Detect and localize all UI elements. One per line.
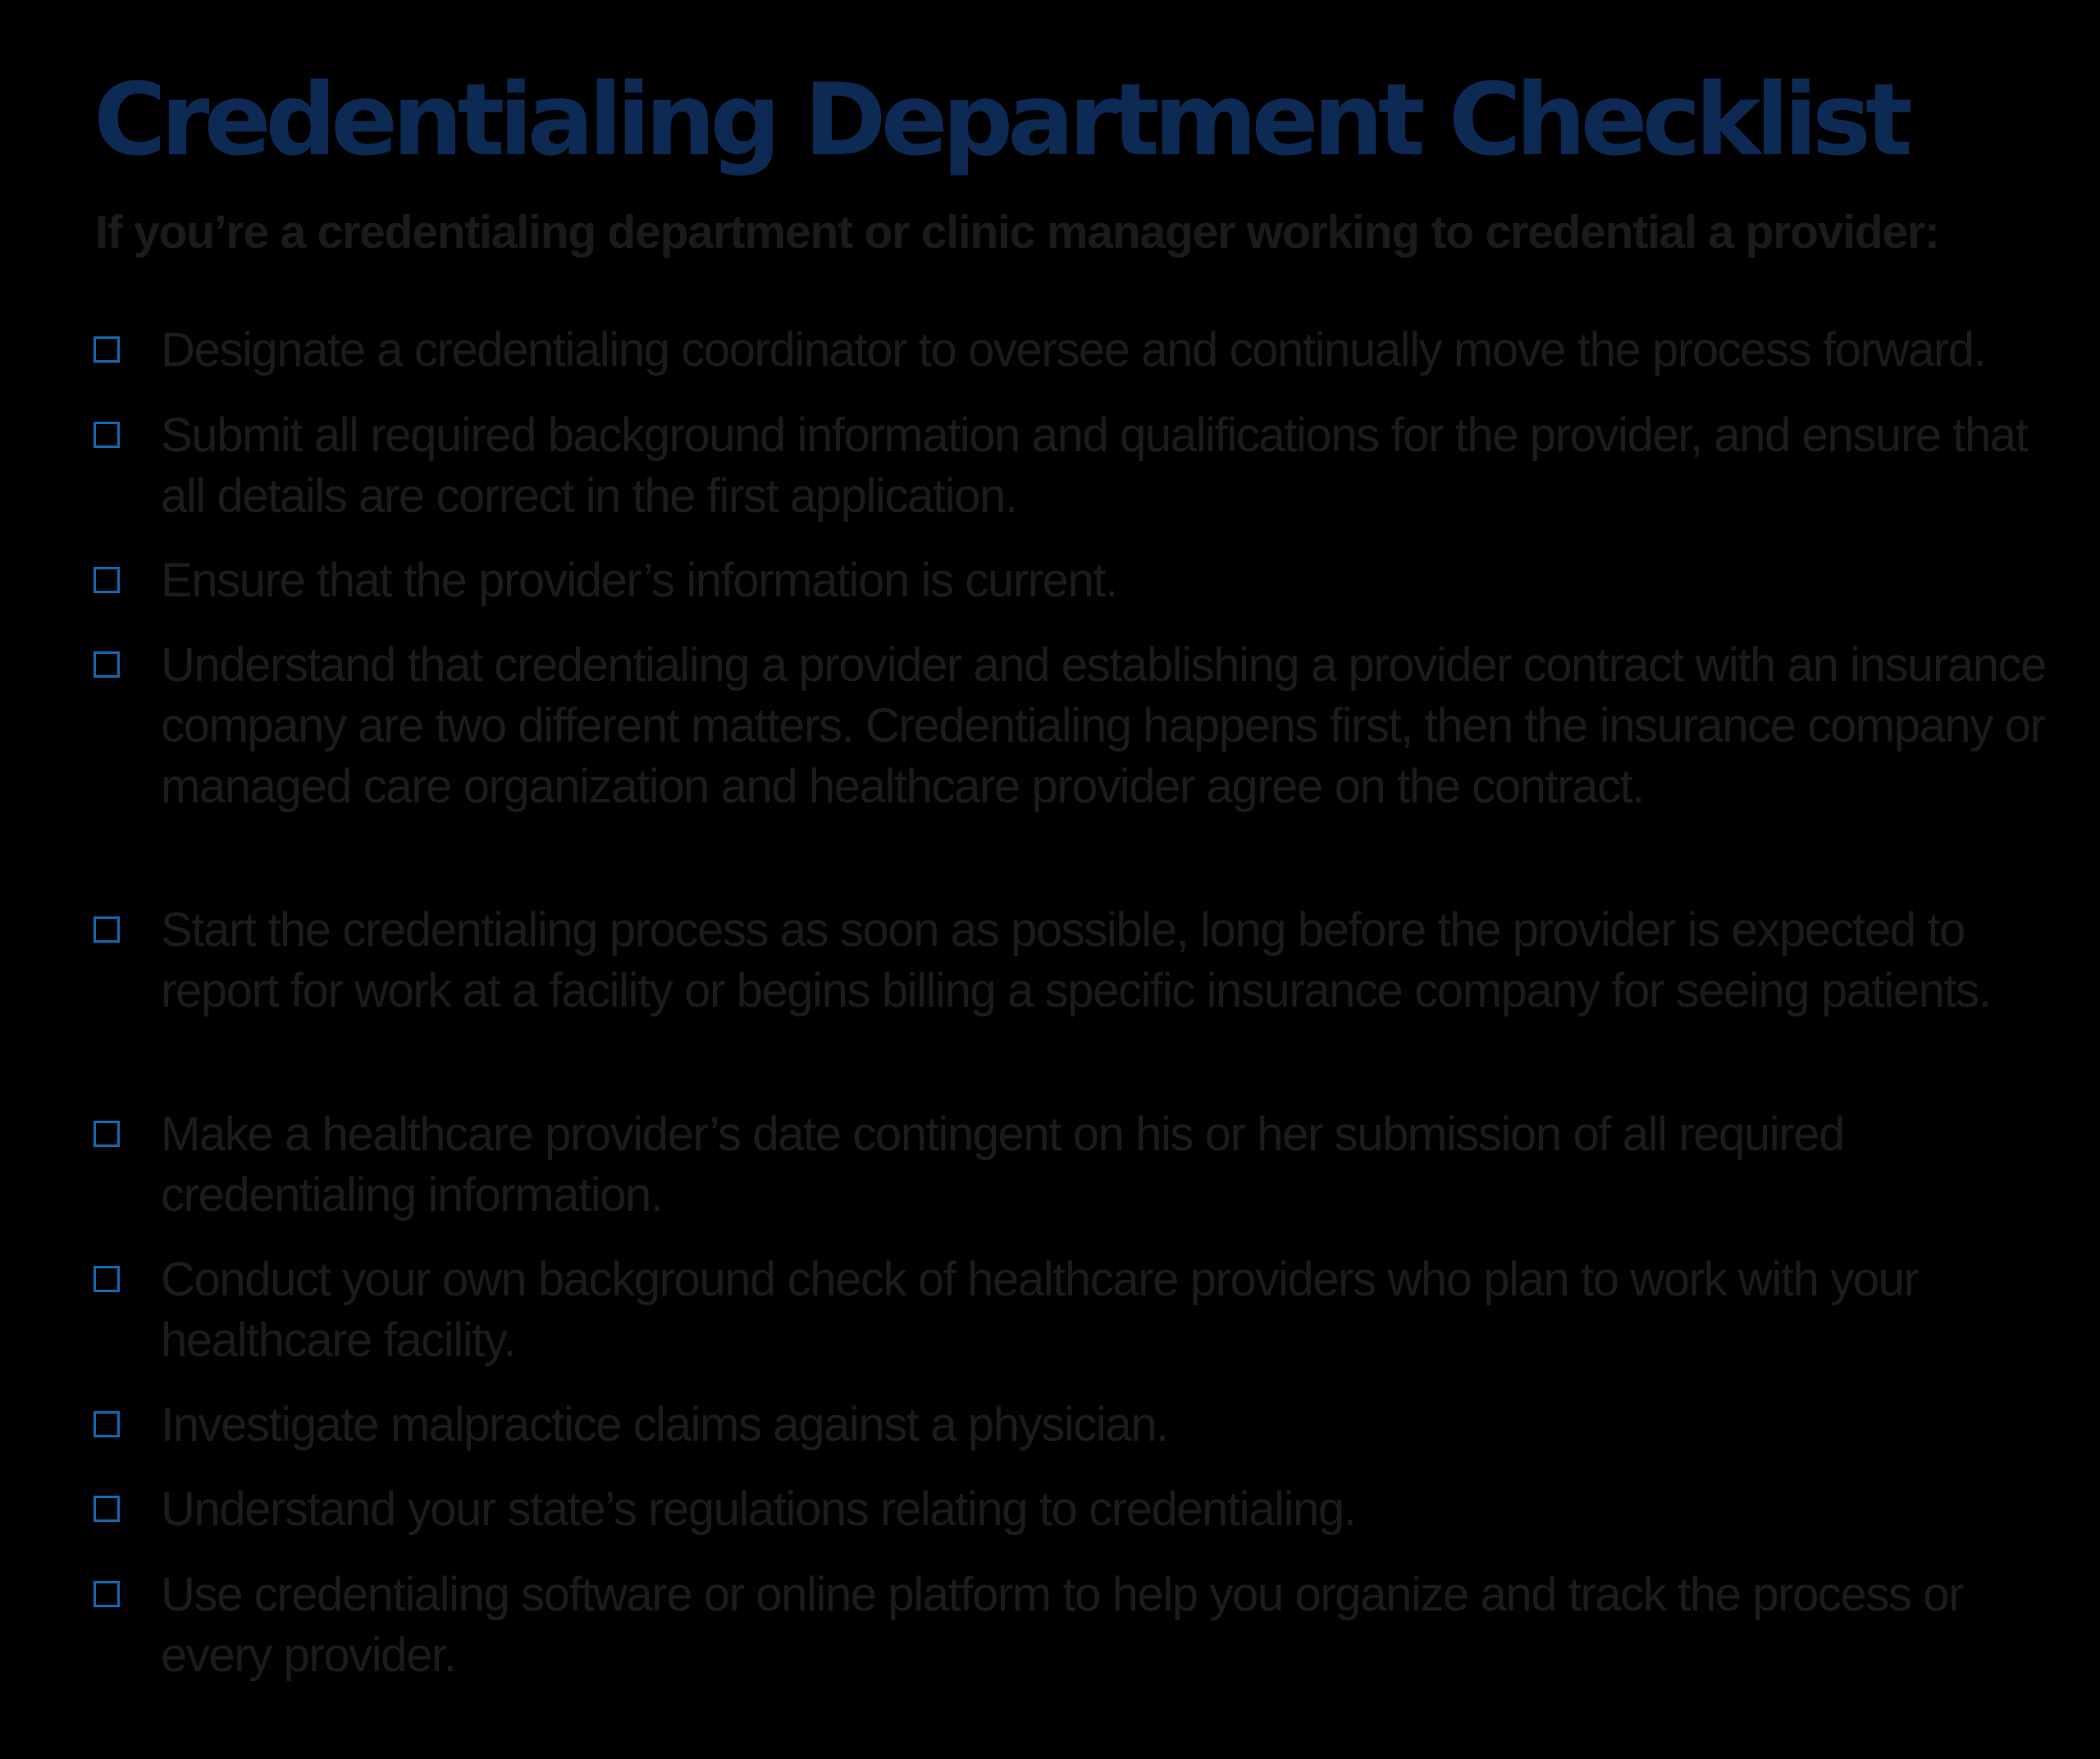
checkbox[interactable] bbox=[94, 422, 120, 448]
checkbox[interactable] bbox=[94, 1411, 120, 1437]
checkbox[interactable] bbox=[94, 651, 120, 678]
checklist-item-text: Designate a credentialing coordinator to oversee and continually move the process forward. bbox=[161, 323, 1986, 377]
checklist-item-text: Ensure that the provider’s information is current. bbox=[161, 554, 1117, 607]
checklist-item-text: Use credentialing software or online platform to help you organize and track the process or every provider. bbox=[161, 1568, 1964, 1682]
page-title: Credentialing Department Checklist bbox=[94, 62, 1907, 178]
checklist-item-text: Make a healthcare provider’s date contingent on his or her submission of all required credentialing information. bbox=[161, 1108, 1844, 1222]
checklist-item-text: Conduct your own background check of healthcare providers who plan to work with your healthcare facility. bbox=[161, 1253, 1919, 1367]
checkbox[interactable] bbox=[94, 1496, 120, 1522]
checkbox[interactable] bbox=[94, 567, 120, 593]
checklist-item-text: Submit all required background information and qualifications for the provider, and ensure that all details are correct in the first application. bbox=[161, 409, 2028, 523]
checkbox[interactable] bbox=[94, 1121, 120, 1147]
page-subtitle: If you’re a credentialing department or clinic manager working to credential a provider: bbox=[95, 206, 1939, 258]
checkbox[interactable] bbox=[94, 916, 120, 943]
checklist-item-text: Investigate malpractice claims against a physician. bbox=[161, 1398, 1168, 1451]
checkbox[interactable] bbox=[94, 1581, 120, 1607]
checkbox[interactable] bbox=[94, 1266, 120, 1292]
checkbox[interactable] bbox=[94, 336, 120, 363]
checklist-item-text: Start the credentialing process as soon as possible, long before the provider is expected to report for work at a facility or begins billing a specific insurance company for seeing patients. bbox=[161, 903, 1991, 1017]
checklist-item-text: Understand that credentialing a provider and establishing a provider contract with an insurance company are two different matters. Credentialing happens first, then the insurance company or managed care organization and healthcare provider agree on the contract. bbox=[161, 638, 2046, 813]
checklist-item-text: Understand your state’s regulations relating to credentialing. bbox=[161, 1483, 1356, 1536]
